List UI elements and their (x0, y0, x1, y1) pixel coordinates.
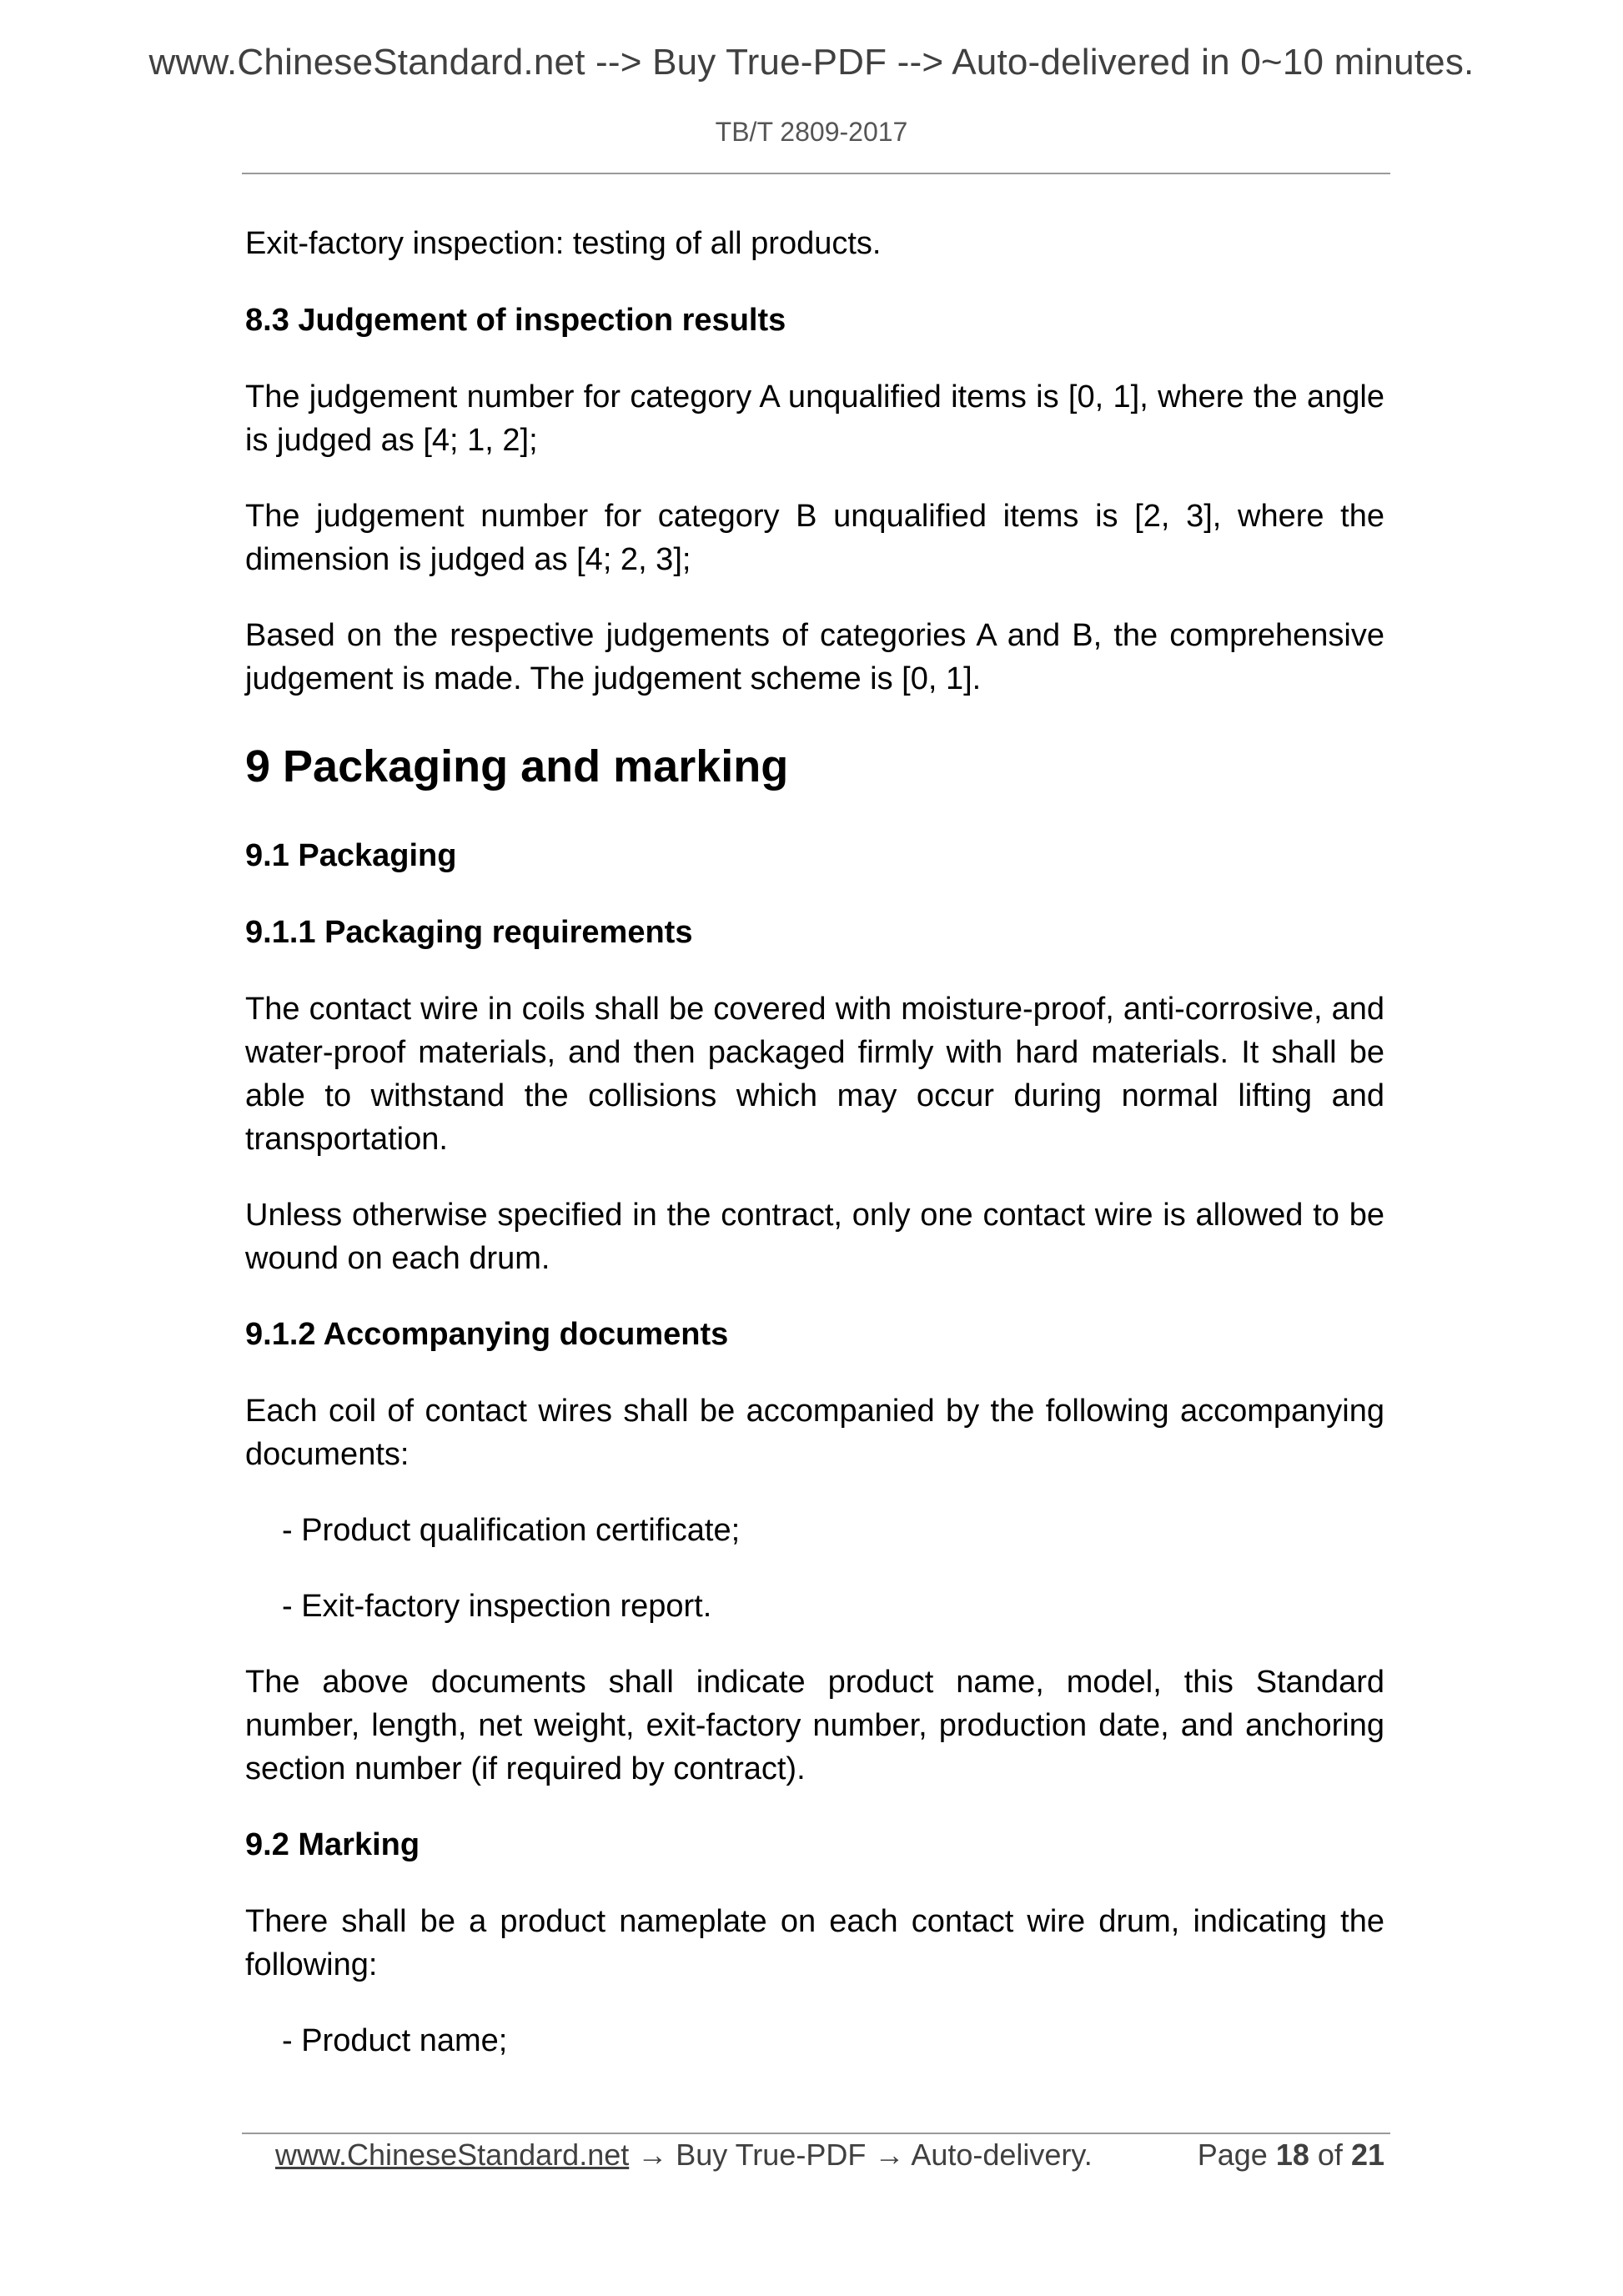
page-total: 21 (1350, 2138, 1384, 2172)
page-content (245, 222, 1384, 2095)
footer-link[interactable]: www.ChineseStandard.net (275, 2138, 630, 2172)
packaging-requirements-paragraph: The contact wire in coils shall be covered with moisture-proof, anti-corrosive, and water-proof materials, and then packaged firmly with hard materials. It shall be able to withstand the collisions which may occur during normal lifting and transportation. (245, 992, 1384, 1157)
heading-9-1: 9.1 Packaging (245, 838, 457, 873)
accompanying-paragraph: Each coil of contact wires shall be accompanied by the following accompanying documents: (245, 1394, 1384, 1472)
nameplate-paragraph: There shall be a product nameplate on each contact wire drum, indicating the following: (245, 1904, 1384, 1982)
header-divider (242, 173, 1390, 174)
heading-9-2: 9.2 Marking (245, 1827, 420, 1862)
list-item: - Product name; (282, 2023, 508, 2058)
footer (275, 2138, 1384, 2173)
page-indicator (1198, 2138, 1384, 2173)
category-a-paragraph: The judgement number for category A unqualified items is [0, 1], where the angle is judged as [4; 1, 2]; (245, 379, 1384, 458)
indicate-paragraph: The above documents shall indicate product name, model, this Standard number, length, net weight, exit-factory number, production date, and anchoring section number (if required by contract). (245, 1665, 1384, 1786)
footer-text: → Buy True-PDF → Auto-delivery. (629, 2138, 1093, 2172)
document-id: TB/T 2809-2017 (715, 117, 908, 147)
list-item: - Exit-factory inspection report. (282, 1589, 712, 1624)
comprehensive-judgement-paragraph: Based on the respective judgements of categories A and B, the comprehensive judgement is made. The judgement scheme is [0, 1]. (245, 618, 1384, 696)
footer-divider (242, 2133, 1390, 2134)
page-number: 18 (1275, 2138, 1309, 2172)
of-label: of (1317, 2138, 1343, 2172)
category-b-paragraph: The judgement number for category B unqualified items is [2, 3], where the dimension is judged as [4; 2, 3]; (245, 499, 1384, 577)
exit-factory-paragraph: Exit-factory inspection: testing of all products. (245, 226, 882, 261)
top-banner: www.ChineseStandard.net --> Buy True-PDF --> Auto-delivered in 0~10 minutes. (148, 42, 1475, 83)
footer-left (275, 2138, 1093, 2173)
list-item: - Product qualification certificate; (282, 1513, 741, 1548)
page-label: Page (1197, 2138, 1268, 2172)
heading-9-1-2: 9.1.2 Accompanying documents (245, 1317, 729, 1352)
heading-8-3: 8.3 Judgement of inspection results (245, 303, 786, 338)
heading-9-1-1: 9.1.1 Packaging requirements (245, 915, 693, 950)
heading-9: 9 Packaging and marking (245, 741, 789, 791)
drum-paragraph: Unless otherwise specified in the contract, only one contact wire is allowed to be wound on each drum. (245, 1198, 1384, 1276)
